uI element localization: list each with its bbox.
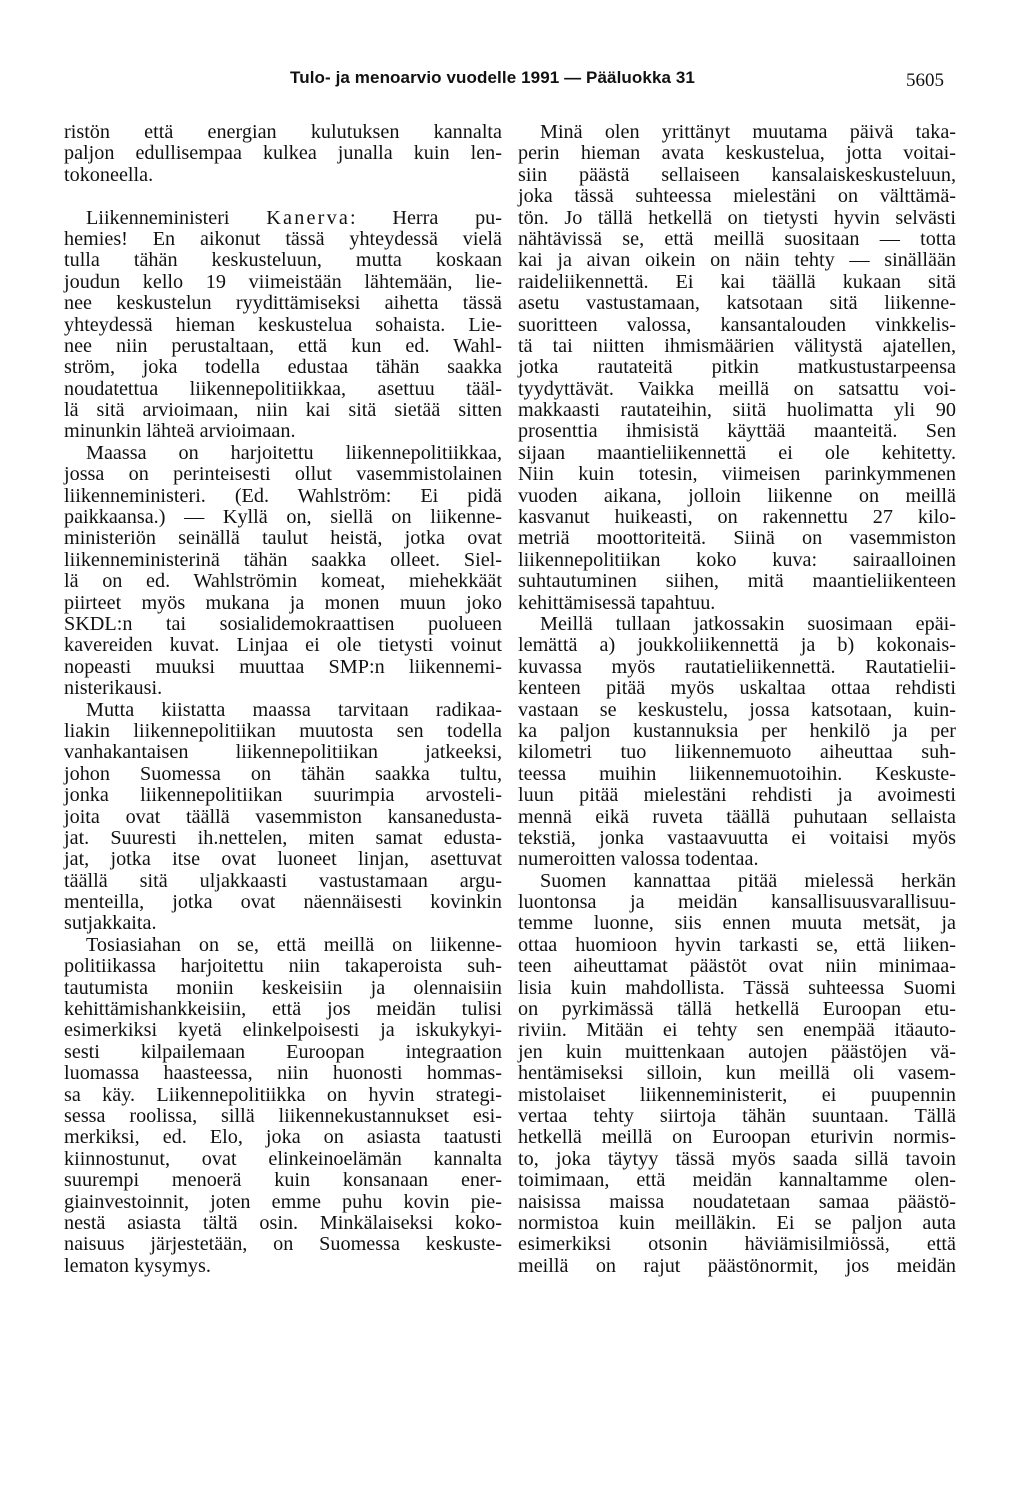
text-line: tekstiä, jonka vastaavuutta ei voitaisi myös: [518, 826, 956, 849]
text-line: kehittämisessä tapahtuu.: [518, 591, 716, 614]
text-line: asetu vastustamaan, katsotaan sitä liikenne-: [518, 292, 956, 315]
text-line: suurempi menoerä kuin konsanaan ener-: [64, 1169, 502, 1192]
text-line: perin hieman avata keskustelua, jotta voitai-: [518, 142, 956, 165]
text-line: paljon edullisempaa kulkea junalla kuin len-: [64, 142, 502, 165]
text-line: kilometri tuo liikennemuoto aiheuttaa suh-: [518, 741, 956, 764]
text-line: normistoa kuin meilläkin. Ei se paljon auta: [518, 1211, 956, 1234]
text-line: lä sitä arvioimaan, niin kai sitä sietää sitten: [64, 399, 502, 422]
page-number: 5605: [906, 70, 944, 91]
left-column: [64, 122, 502, 1277]
text-line: kiinnostunut, ovat elinkeinoelämän kannalta: [64, 1147, 502, 1170]
text-line: suhtautuminen siihen, mitä maantieliikenteen: [518, 570, 956, 593]
text-line: ka paljon kustannuksia per henkilö ja per: [518, 719, 956, 742]
text-line: raideliikennettä. Ei kai täällä kukaan sitä: [518, 270, 956, 293]
text-line: joita ovat täällä vasemmiston kansanedusta-: [64, 805, 502, 828]
text-line: naisissa maissa noudatetaan samaa päästö-: [518, 1190, 956, 1213]
page-header: [0, 68, 1024, 94]
text-line: menteilla, jotka ovat näennäisesti kovinkin: [64, 891, 502, 914]
text-line: johon Suomessa on tähän saakka tultu,: [64, 762, 502, 785]
text-line: paikkaansa.) — Kyllä on, siellä on liikenne-: [64, 506, 502, 529]
text-line: piirteet myös mukana ja monen muun joko: [64, 591, 502, 614]
text-line: vuoden aikana, jolloin liikenne on meillä: [518, 484, 956, 507]
text-line: vastaan se keskustelu, jossa katsotaan, kuin-: [518, 698, 956, 721]
text-line: lä on ed. Wahlströmin komeat, miehekkäät: [64, 570, 502, 593]
text-line: hetkellä meillä on Euroopan eturivin normis-: [518, 1126, 956, 1149]
text-line: täällä sitä uljakkaasti vastustamaan argu-: [64, 869, 502, 892]
text-line: nee keskustelun ryydittämiseksi aihetta tässä: [64, 292, 502, 315]
text-line: tautumista moniin keskeisiin ja olennaisiin: [64, 976, 502, 999]
paragraph-gap: [64, 186, 502, 207]
text-line: liikennepolitiikan koko kuva: sairaalloinen: [518, 548, 956, 571]
text-line: on pyrkimässä tällä hetkellä Euroopan etu-: [518, 998, 956, 1021]
text-line: Meillä tullaan jatkossakin suosimaan epäi-: [540, 612, 956, 635]
text-line: kasvanut huikeasti, on rakennettu 27 kilo-: [518, 506, 956, 529]
text-line: Suomen kannattaa pitää mielessä herkän: [540, 869, 956, 892]
text-line: joudun kello 19 viimeistään lähtemään, lie-: [64, 270, 502, 293]
text-line: kenteen pitää myös uskaltaa ottaa rehdisti: [518, 677, 956, 700]
text-line: sutjakkaita.: [64, 912, 157, 935]
text-line: [64, 208, 502, 229]
text-line: sessa roolissa, sillä liikennekustannukset esi-: [64, 1104, 502, 1127]
text-line: metriä moottoriteitä. Siinä on vasemmiston: [518, 527, 956, 550]
text-line: vertaa tehty siirtoja tähän suuntaan. Tällä: [518, 1104, 956, 1127]
text-line: riviin. Mitään ei tehty sen enempää itäauto-: [518, 1019, 956, 1042]
text-line: prosenttia ihmisistä käyttää maanteitä. Sen: [518, 420, 956, 443]
text-line: ristön että energian kulutuksen kannalta: [64, 121, 502, 143]
text-line: mennä eikä ruveta täällä puhutaan sellaista: [518, 805, 956, 828]
text-line: hemies! En aikonut tässä yhteydessä vielä: [64, 227, 502, 250]
text-line: sijaan maantieliikennettä ei ole kehitetty.: [518, 441, 956, 464]
text-line: politiikassa harjoitettu niin takaperoista suh-: [64, 955, 502, 978]
text-line: tyydyttävät. Vaikka meillä on satsattu voi-: [518, 377, 956, 400]
text-line: kai ja aivan oikein on näin tehty — sinällään: [518, 249, 956, 272]
text-line: temme luonne, siis ennen muuta metsät, ja: [518, 912, 956, 935]
text-line: joka tässä suhteessa mielestäni on välttämä-: [518, 185, 956, 208]
text-line: jat. Suuresti ih.nettelen, miten samat edusta-: [64, 826, 502, 849]
text-line: meillä on rajut päästönormit, jos meidän: [518, 1254, 956, 1277]
text-line: nee niin perustaltaan, että kun ed. Wahl-: [64, 334, 502, 357]
right-column: [518, 122, 956, 1277]
text-line: siin päästä sellaiseen kansalaiskeskusteluun,: [518, 163, 956, 186]
text-line: kehittämishankkeisiin, että jos meidän tulisi: [64, 998, 502, 1021]
text-line: nopeasti muuksi muuttaa SMP:n liikennemi-: [64, 655, 502, 678]
text-line: jonka liikennepolitiikan suurimpia arvosteli-: [64, 784, 502, 807]
text-line: jotka rautateitä pitkin matkustustarpeensa: [518, 356, 956, 379]
text-line: giainvestoinnit, joten emme puhu kovin pie-: [64, 1190, 502, 1213]
text-line: suoritteen valossa, kansantalouden vinkkelis-: [518, 313, 956, 336]
text-line: mistolaiset liikenneministerit, ei puupennin: [518, 1083, 956, 1106]
text-line: tä tai niitten ihmismäärien välitystä ajatellen,: [518, 334, 956, 357]
text-line: minunkin lähteä arvioimaan.: [64, 420, 296, 443]
text-line: naisuus järjestetään, on Suomessa keskuste-: [64, 1233, 502, 1256]
text-line: nisterikausi.: [64, 677, 163, 700]
text-line: jen kuin muittenkaan autojen päästöjen vä-: [518, 1040, 956, 1063]
text-line: liikenneministeri. (Ed. Wahlström: Ei pidä: [64, 484, 502, 507]
text-line: lisia kuin mahdollista. Tässä suhteessa Suomi: [518, 976, 956, 999]
text-line: lemättä a) joukkoliikennettä ja b) kokonais-: [518, 634, 956, 657]
text-line: luontonsa ja meidän kansallisuusvarallisuu-: [518, 891, 956, 914]
text-line: ministeriön seinällä taulut heistä, jotka ovat: [64, 527, 502, 550]
text-line: luomassa haasteessa, niin huonosti hommas-: [64, 1062, 502, 1085]
text-line: teen aiheuttamat päästöt ovat niin minimaa-: [518, 955, 956, 978]
text-line: to, joka täytyy tässä myös saada sillä tavoin: [518, 1147, 956, 1170]
text-line: ottaa huomioon hyvin tarkasti se, että liiken-: [518, 933, 956, 956]
text-line: nähtävissä se, että meillä suositaan — totta: [518, 227, 956, 250]
text-line: numeroitten valossa todentaa.: [518, 848, 759, 871]
text-line: merkiksi, ed. Elo, joka on asiasta taatusti: [64, 1126, 502, 1149]
text-line: liikenneministerinä tähän saakka olleet. Siel-: [64, 548, 502, 571]
text-line: makkaasti rautateihin, siitä huolimatta yli 90: [518, 399, 956, 422]
text-line: yhteydessä hieman keskustelua sohaista. Lie-: [64, 313, 502, 336]
text-line: SKDL:n tai sosialidemokraattisen puolueen: [64, 612, 502, 635]
text-line: Tosiasiahan on se, että meillä on liikenne-: [86, 933, 502, 956]
page-title: Tulo- ja menoarvio vuodelle 1991 — Pääluokka 31: [290, 68, 695, 87]
text-line: ström, joka todella edustaa tähän saakka: [64, 356, 502, 379]
text-line: lematon kysymys.: [64, 1254, 211, 1277]
text-line: Niin kuin totesin, viimeisen parinkymmenen: [518, 463, 956, 486]
text-line: noudatettua liikennepolitiikkaa, asettuu tääl-: [64, 377, 502, 400]
text-line: luun pitää mielestäni rehdisti ja avoimesti: [518, 784, 956, 807]
text-line: tokoneella.: [64, 163, 154, 186]
speaker-name: Kanerva: [266, 206, 351, 229]
text-line: kuvassa myös rautatieliikennettä. Rautatielii-: [518, 655, 956, 678]
text-line: esimerkiksi kyetä elinkelpoisesti ja iskukykyi-: [64, 1019, 502, 1042]
text-line: jossa on perinteisesti ollut vasemmistolainen: [64, 463, 502, 486]
text-line: kavereiden kuvat. Linjaa ei ole tietysti voinut: [64, 634, 502, 657]
text-line: jat, jotka itse ovat luoneet linjan, asettuvat: [64, 848, 502, 871]
text-line: tulla tähän keskusteluun, mutta koskaan: [64, 249, 502, 272]
text-line: Mutta kiistatta maassa tarvitaan radikaa-: [86, 698, 502, 721]
text-line: Minä olen yrittänyt muutama päivä taka-: [540, 121, 956, 143]
text-line: vanhakantaisen liikennepolitiikan jatkeeksi,: [64, 741, 502, 764]
text-line: tön. Jo tällä hetkellä on tietysti hyvin selvästi: [518, 206, 956, 229]
text-fragment: Liikenneministeri: [86, 206, 267, 229]
text-fragment: : Herra pu-: [350, 206, 502, 229]
text-line: Maassa on harjoitettu liikennepolitiikkaa,: [86, 441, 502, 464]
text-line: esimerkiksi otsonin häviämisilmiössä, että: [518, 1233, 956, 1256]
text-line: liakin liikennepolitiikan muutosta sen todella: [64, 719, 502, 742]
text-line: hentämiseksi silloin, kun meillä oli vasem-: [518, 1062, 956, 1085]
text-line: teessa muihin liikennemuotoihin. Keskuste-: [518, 762, 956, 785]
text-line: sesti kilpailemaan Euroopan integraation: [64, 1040, 502, 1063]
text-line: toimimaan, että meidän kannaltamme olen-: [518, 1169, 956, 1192]
text-line: sa käy. Liikennepolitiikka on hyvin strategi-: [64, 1083, 502, 1106]
text-line: nestä asiasta tältä osin. Minkälaiseksi koko-: [64, 1211, 502, 1234]
